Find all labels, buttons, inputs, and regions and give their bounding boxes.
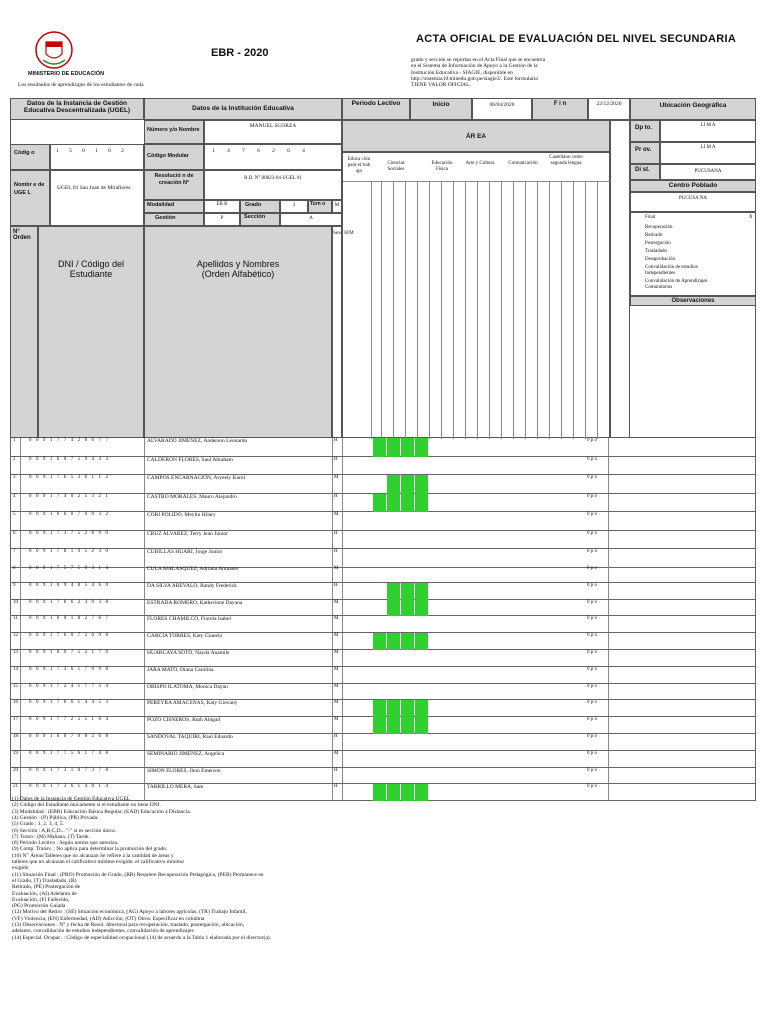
grade-cell-highlight <box>415 438 428 457</box>
row-sex: M <box>333 650 343 666</box>
row-number: 7 <box>11 549 21 567</box>
row-dni: 0 0 9 1 7 6 5 3 6 1 1 2 <box>25 475 145 493</box>
row-dni: 0 0 9 1 7 6 0 7 2 6 9 8 <box>25 633 145 649</box>
centro-poblado-label: Centro Poblado <box>630 180 756 192</box>
col-rule <box>561 181 562 439</box>
row-sex: M <box>333 751 343 767</box>
grade-cell-highlight <box>415 700 428 717</box>
footnote-line: (VF) Violencia, (EN) Enfermedad, (AD) Adicción, (OT) Otros. Especificar en columna <box>12 915 205 922</box>
row-student-name: HUARCAYA SOTO, Nayda Anamile <box>145 650 333 666</box>
ministry-label: MINISTERIO DE EDUCACIÓN <box>28 71 105 77</box>
grade-cell-highlight <box>387 700 400 717</box>
row-observation: 0 p o <box>585 650 609 666</box>
seccion-value: A <box>280 213 342 226</box>
row-observation: 0 p o <box>585 583 609 599</box>
row-observation: 0 p o <box>585 616 609 632</box>
row-number: 20 <box>11 768 21 784</box>
table-row <box>10 667 756 684</box>
row-student-name: DA SILVA AREVALO, Randy Frederick <box>145 583 333 599</box>
ie-block-header: Datos de la Institución Educativa <box>144 98 342 120</box>
row-observation: 0 p o <box>585 633 609 649</box>
row-dni: 0 0 9 1 7 2 4 1 7 7 3 4 <box>25 684 145 700</box>
numero-nombre-label: Número y/o Nombre <box>144 120 204 144</box>
periodo-header: Periodo Lectivo <box>342 98 410 120</box>
footnote-line: (9) Comp. Transv. : No aplica para determinar la promoción del grado. <box>12 846 168 853</box>
grade-cell-highlight <box>415 784 428 801</box>
row-observation: 0 p o <box>585 700 609 716</box>
col-rule <box>573 181 574 439</box>
row-observation: 0 p o <box>585 600 609 616</box>
table-row <box>10 650 756 667</box>
row-number: 11 <box>11 616 21 632</box>
footnote-line: (PG) Promoción Guiada <box>12 903 66 910</box>
seccion-label: Sección <box>240 213 280 226</box>
table-row <box>10 531 756 550</box>
row-sex: M <box>333 475 343 493</box>
row-dni: 0 0 9 1 6 0 7 9 8 2 6 8 <box>25 734 145 750</box>
col-rule <box>513 181 514 439</box>
grade-cell-highlight <box>387 583 400 600</box>
footnote-line: (2) Código del Estudiante únicamente si el estudiante no tiene DNI. <box>12 802 161 809</box>
row-observation: 0 p o <box>585 475 609 493</box>
footnote-line: el Grado, (T) Trasladado, (R) <box>12 877 77 884</box>
row-student-name: JARA MATO, Diana Carolina <box>145 667 333 683</box>
table-row <box>10 751 756 768</box>
row-student-name: CASTRO MORALES, Mauro Alejandro <box>145 494 333 512</box>
col-rule <box>501 181 502 439</box>
row-sex: M <box>333 566 343 582</box>
grade-cell-highlight <box>387 717 400 734</box>
observaciones-label: Observaciones <box>630 296 756 306</box>
area-arte: Arte y Cultura <box>465 161 495 166</box>
grade-cell-highlight <box>373 438 386 457</box>
row-dni: 0 0 9 1 7 3 6 1 7 9 9 8 <box>25 667 145 683</box>
row-number: 6 <box>11 531 21 549</box>
row-student-name: ALVARADO JIMENEZ, Anderson Leonardo <box>145 438 333 456</box>
row-dni: 0 0 9 1 7 5 7 5 9 3 1 4 <box>25 566 145 582</box>
row-dni: 0 0 9 1 6 6 0 7 0 9 3 2 <box>25 512 145 530</box>
row-dni: 0 0 9 1 7 7 5 6 1 7 4 8 <box>25 751 145 767</box>
table-row <box>10 475 756 494</box>
narrow-columns <box>610 120 630 438</box>
grade-cell-highlight <box>401 475 414 494</box>
grade-cell-highlight <box>401 700 414 717</box>
footnote-line: (10) N° Áreas/Talleres que no alcanzan Se refiere a la cantidad de áreas y <box>12 852 174 859</box>
table-row <box>10 768 756 785</box>
row-sex: H <box>333 549 343 567</box>
col-rule <box>489 181 490 439</box>
row-number: 9 <box>11 583 21 599</box>
row-student-name: TARRILLO MERA, Sam <box>145 784 333 800</box>
row-dni: 0 0 9 1 7 3 7 5 2 8 9 0 <box>25 531 145 549</box>
row-number: 16 <box>11 700 21 716</box>
row-sex: M <box>333 512 343 530</box>
footnote-line: (6) Sección : A,B,C,D... "-" si es sección única. <box>12 827 116 834</box>
row-student-name: OBISPO ILATOMA, Monica Dayan <box>145 684 333 700</box>
prov-label: Pr ov. <box>630 142 660 164</box>
inicio-date: 06/04/2020 <box>472 98 532 120</box>
ie-name: MANUEL SCORZA <box>204 120 342 144</box>
fin-label: F i n <box>532 98 588 120</box>
apellidos-label: Apellidos y Nombres (Orden Alfabético) <box>144 226 332 438</box>
col-rule <box>417 181 418 439</box>
table-row <box>10 583 756 600</box>
grade-cell-highlight <box>401 583 414 600</box>
table-row <box>10 457 756 476</box>
grade-cell-highlight <box>401 633 414 650</box>
area-ccss: Ciencias Sociales <box>387 161 405 172</box>
row-dni: 0 0 9 1 6 0 1 8 2 7 6 7 <box>25 616 145 632</box>
footnote-line: (12) Motivo del Retiro : (SE) Situación económica, (AG) Apoyo a labores agrícolas, (TR) Trabajo Infantil, <box>12 909 247 916</box>
grade-cell-highlight <box>401 438 414 457</box>
row-dni: 0 0 9 1 6 0 7 5 2 1 7 9 <box>25 650 145 666</box>
table-row <box>10 438 756 457</box>
row-student-name: POZO CISNEROS, Ruth Abigail <box>145 717 333 733</box>
col-rule <box>393 181 394 439</box>
grade-cell-highlight <box>387 600 400 617</box>
row-sex: M <box>333 717 343 733</box>
area-castellano: Castellano como segunda lengua <box>549 155 583 166</box>
modalidad-label: Modalidad <box>144 200 204 213</box>
row-observation: 0 p o <box>585 784 609 800</box>
row-sex: H <box>333 784 343 800</box>
footnote-line: Retirado, (PE) Postergación de <box>12 884 81 891</box>
gestion-value: P <box>204 213 240 226</box>
table-row <box>10 684 756 701</box>
codigo-modular-label: Código Modular <box>144 144 204 170</box>
footnote-line: (7) Turno : (M) Mañana, (T) Tarde. <box>12 833 90 840</box>
row-number: 18 <box>11 734 21 750</box>
ugel-block-header: Datos de la Instancia de Gestión Educativa Descentralizada (UGEL) <box>10 98 144 120</box>
row-sex: M <box>333 700 343 716</box>
grade-cell-highlight <box>373 784 386 801</box>
row-dni: 0 0 9 1 7 3 1 0 7 3 7 8 <box>25 768 145 784</box>
row-observation: 0 p o <box>585 457 609 475</box>
row-dni: 0 0 9 1 6 9 4 8 5 4 6 0 <box>25 583 145 599</box>
table-row <box>10 700 756 717</box>
row-student-name: CRUZ ALVAREZ, Terry Jean Junior <box>145 531 333 549</box>
row-number: 19 <box>11 751 21 767</box>
grade-cell-highlight <box>373 717 386 734</box>
row-number: 15 <box>11 684 21 700</box>
footnote-line: talleres que no alcanzan el calificativo mínimo exigido. el calificativo mínimo <box>12 859 184 865</box>
row-number: 2 <box>11 457 21 475</box>
row-observation: 0 p o <box>585 751 609 767</box>
results-note: Los resultados de aprendizajes de los estudiantes de cada <box>18 82 144 88</box>
grade-cell-highlight <box>401 600 414 617</box>
ubicacion-header: Ubicación Geográfica <box>630 98 756 120</box>
row-dni: 0 0 9 1 7 4 0 2 5 3 2 1 <box>25 494 145 512</box>
row-observation: 0 p o <box>585 768 609 784</box>
grade-cell-highlight <box>415 583 428 600</box>
grade-cell-highlight <box>373 494 386 513</box>
row-sex: H <box>333 583 343 599</box>
footnote-line: (8) Periodo Lectivo : Según norma que autoriza. <box>12 840 119 847</box>
gestion-label: Gestión <box>144 213 204 226</box>
area-comunicacion: Comunicación <box>508 161 538 166</box>
turno-value: M <box>332 200 342 213</box>
turno-label: Turn o <box>308 200 332 213</box>
row-dni: 0 0 9 1 7 6 6 1 4 4 5 3 <box>25 700 145 716</box>
ugel-code: 1 5 0 1 0 2 <box>50 144 144 170</box>
row-number: 13 <box>11 650 21 666</box>
centro-poblado-value: PUCUSA NA <box>630 192 756 212</box>
row-number: 17 <box>11 717 21 733</box>
footnote-line: (1) Datos de la Instancia de Gestión Educativa UGEL <box>12 796 131 802</box>
ugel-name: UGEL 01 San Juan de Miraflores <box>50 170 144 226</box>
row-student-name: FLORES CHAMILCO, Fiorela Isabel <box>145 616 333 632</box>
grade-cell-highlight <box>387 494 400 513</box>
situacion-final-label: Final <box>645 215 656 220</box>
area-edfis: Educación Física <box>431 161 453 172</box>
table-row <box>10 633 756 650</box>
row-observation: 0 p o <box>585 717 609 733</box>
grade-cell-highlight <box>387 633 400 650</box>
row-sex: M <box>333 600 343 616</box>
situacion-retirado: Retirado <box>645 233 663 238</box>
footnote-line: (13) Observaciones : N° y fecha de Resol. directoral para recuperación, traslado, postergación, ubicación, <box>12 922 245 928</box>
grado-value: 3 <box>280 200 308 213</box>
nombre-ugel-label: Nombr e de UGE L <box>10 170 50 226</box>
row-student-name: CORI POLIDO, Meylin Hilary <box>145 512 333 530</box>
row-sex: H <box>333 531 343 549</box>
siagie-note: grado y sección se reportan en el Acta Final que se encuentra en el Sistema de Información de Apoyo a la Gestión de la Institución Educativa - SIAGIE, disponible en http://sistemas10.minedu.gob.pe/siagie3/. Este formulario TIENE VALOR OFICIAL. <box>411 57 546 89</box>
col-rule <box>537 181 538 439</box>
col-rule <box>477 181 478 439</box>
table-row <box>10 717 756 734</box>
row-observation: 0 p o <box>585 566 609 582</box>
row-sex: M <box>333 616 343 632</box>
row-sex: M <box>333 667 343 683</box>
row-observation: 0 p o <box>585 494 609 512</box>
row-number: 21 <box>11 784 21 800</box>
situacion-final-block <box>630 212 756 296</box>
row-observation: 0 p o <box>585 438 609 456</box>
subtitle-ebr: EBR - 2020 <box>211 47 269 59</box>
dpto-label: Dp to. <box>630 120 660 142</box>
prov-value: LI M A <box>660 142 756 164</box>
col-rule <box>549 181 550 439</box>
final-mark: X <box>749 215 753 220</box>
dist-value: PUCUSANA <box>660 164 756 180</box>
area-ept: Educa ción para el trab ajo <box>347 157 371 174</box>
dni-codigo-label: DNI / Código del Estudiante <box>38 226 144 438</box>
row-observation: 0 p o <box>585 549 609 567</box>
peru-crest-logo <box>34 30 74 70</box>
row-student-name: CULA MALASQUEZ, Adriana Antuanet <box>145 566 333 582</box>
footnote-line: (4) Gestión : (P) Pública, (PR) Privada. <box>12 814 99 821</box>
row-student-name: CUBILLAS HUARI, Jorge Junior <box>145 549 333 567</box>
modalidad-value: EB R <box>204 200 240 213</box>
row-dni: 0 0 9 1 6 0 7 5 9 4 4 3 <box>25 457 145 475</box>
row-student-name: CALDERON FLORES, Saul Abraham <box>145 457 333 475</box>
col-rule <box>429 181 430 439</box>
col-rule <box>597 181 598 439</box>
row-number: 14 <box>11 667 21 683</box>
row-dni: 0 0 9 1 7 8 1 9 5 2 3 0 <box>25 549 145 567</box>
grade-cell-highlight <box>415 600 428 617</box>
row-dni: 0 0 9 1 7 3 6 1 4 8 1 4 <box>25 784 145 800</box>
grade-cell-highlight <box>401 717 414 734</box>
row-student-name: CAMPOS ENCARNACION, Aryeely Karol <box>145 475 333 493</box>
grade-cell-highlight <box>401 494 414 513</box>
table-row <box>10 566 756 583</box>
grade-cell-highlight <box>373 633 386 650</box>
row-number: 4 <box>11 494 21 512</box>
grade-cell-highlight <box>373 700 386 717</box>
grade-cell-highlight <box>415 633 428 650</box>
table-row <box>10 549 756 568</box>
row-number: 3 <box>11 475 21 493</box>
col-rule <box>381 181 382 439</box>
table-row <box>10 616 756 633</box>
row-number: 5 <box>11 512 21 530</box>
footnote-line: exigido <box>12 865 29 872</box>
footnote-line: (11) Situación Final : (PRO) Promoción de Grado, (RR) Requiere Recuperación Pedagógica, (PER) Permanece en <box>12 871 264 878</box>
grade-cell-highlight <box>415 494 428 513</box>
footnote-line: adelanto, convalidación de estudios independientes, convalidación de aprendizajes <box>12 928 194 935</box>
row-student-name: SIMON FLORES, Jhon Emerson <box>145 768 333 784</box>
col-rule <box>525 181 526 439</box>
table-row <box>10 734 756 751</box>
row-dni: 0 0 9 1 7 7 4 2 8 6 7 7 <box>25 438 145 456</box>
row-student-name: PEREYRA AMACENAS, Katy Giovany <box>145 700 333 716</box>
footnote-line: (5) Grado : 1, 2, 3, 4, 5. <box>12 821 64 828</box>
row-number: 12 <box>11 633 21 649</box>
table-row <box>10 512 756 531</box>
grado-label: Grado <box>240 200 280 213</box>
dpto-value: LI M A <box>660 120 756 142</box>
grade-cell-highlight <box>401 784 414 801</box>
area-columns <box>342 152 610 438</box>
sexo-label: Sexo H/M <box>332 226 342 438</box>
row-sex: H <box>333 457 343 475</box>
dist-label: Di st. <box>630 164 660 180</box>
row-number: 10 <box>11 600 21 616</box>
row-dni: 0 0 9 1 7 6 6 2 3 9 3 8 <box>25 600 145 616</box>
col-rule <box>371 181 372 439</box>
row-student-name: ESTRADA ROMERO, Katherinne Dayana <box>145 600 333 616</box>
grade-cell-highlight <box>387 475 400 494</box>
fin-date: 22/12/2020 <box>588 98 630 120</box>
inicio-label: Inicio <box>410 98 472 120</box>
row-sex: H <box>333 494 343 512</box>
row-dni: 0 0 9 1 7 7 2 5 5 1 6 4 <box>25 717 145 733</box>
grade-cell-highlight <box>387 784 400 801</box>
grade-cell-highlight <box>415 717 428 734</box>
footnote-line: (3) Modalidad : (EBR) Educación Básica Regular, (EAD) Educación a Distancia. <box>12 808 192 815</box>
row-sex: H <box>333 734 343 750</box>
situacion-recuperacion: Recuperación <box>645 225 673 230</box>
area-header: ÁR EA <box>342 120 610 152</box>
row-sex: M <box>333 684 343 700</box>
row-sex: M <box>333 633 343 649</box>
situacion-desaprobacion: Desaprobación <box>645 257 675 262</box>
col-rule <box>441 181 442 439</box>
resolucion-label: Resolució n de creación N° <box>144 170 204 200</box>
col-rule <box>453 181 454 439</box>
resolucion-value: R.D. N° 00823-04-UGEL 01 <box>204 170 342 200</box>
row-observation: 0 p o <box>585 684 609 700</box>
row-observation: 0 p o <box>585 734 609 750</box>
row-number: 1 <box>11 438 21 456</box>
document-title: ACTA OFICIAL DE EVALUACIÓN DEL NIVEL SECUNDARIA <box>416 33 737 45</box>
row-student-name: GARCIA TORRES, Katy Gianela <box>145 633 333 649</box>
col-rule <box>465 181 466 439</box>
numero-orden-label: N° Orden <box>10 226 38 438</box>
row-sex: H <box>333 438 343 456</box>
col-rule <box>585 181 586 439</box>
footnote-line: Evaluación, (F) Fallecido, <box>12 896 70 903</box>
row-observation: 0 p o <box>585 531 609 549</box>
grade-cell-highlight <box>415 475 428 494</box>
row-student-name: SEMINARIO JIMENEZ, Angelica <box>145 751 333 767</box>
row-observation: 0 p o <box>585 512 609 530</box>
table-row <box>10 494 756 513</box>
row-student-name: SANDOVAL TAQUIRI, Raul Eduardo <box>145 734 333 750</box>
table-row <box>10 600 756 617</box>
modular-code: 1 4 7 6 2 6 4 <box>204 144 342 170</box>
row-sex: H <box>333 768 343 784</box>
row-number: 8 <box>11 566 21 582</box>
footnote-line: Evaluación, (AI) Adelanto de <box>12 890 77 897</box>
grade-cell-highlight <box>387 438 400 457</box>
situacion-convalidacion-estudios: Convalidación de estudios Independientes <box>645 265 698 276</box>
codigo-ugel-label: Códig o <box>10 144 50 170</box>
col-rule <box>405 181 406 439</box>
situacion-trasladado: Trasladado <box>645 249 668 254</box>
situacion-convalidacion-aprendizajes: Convalidación de Aprendizajes Comunitarios <box>645 279 708 290</box>
footnote-line: (14) Especial. Ocupac. : Código de especialidad ocupacional (14) de acuerdo a la Tabla 1 elaborada por el director(a). <box>12 934 271 941</box>
row-observation: 0 p o <box>585 667 609 683</box>
situacion-postergacion: Postergación <box>645 241 671 246</box>
